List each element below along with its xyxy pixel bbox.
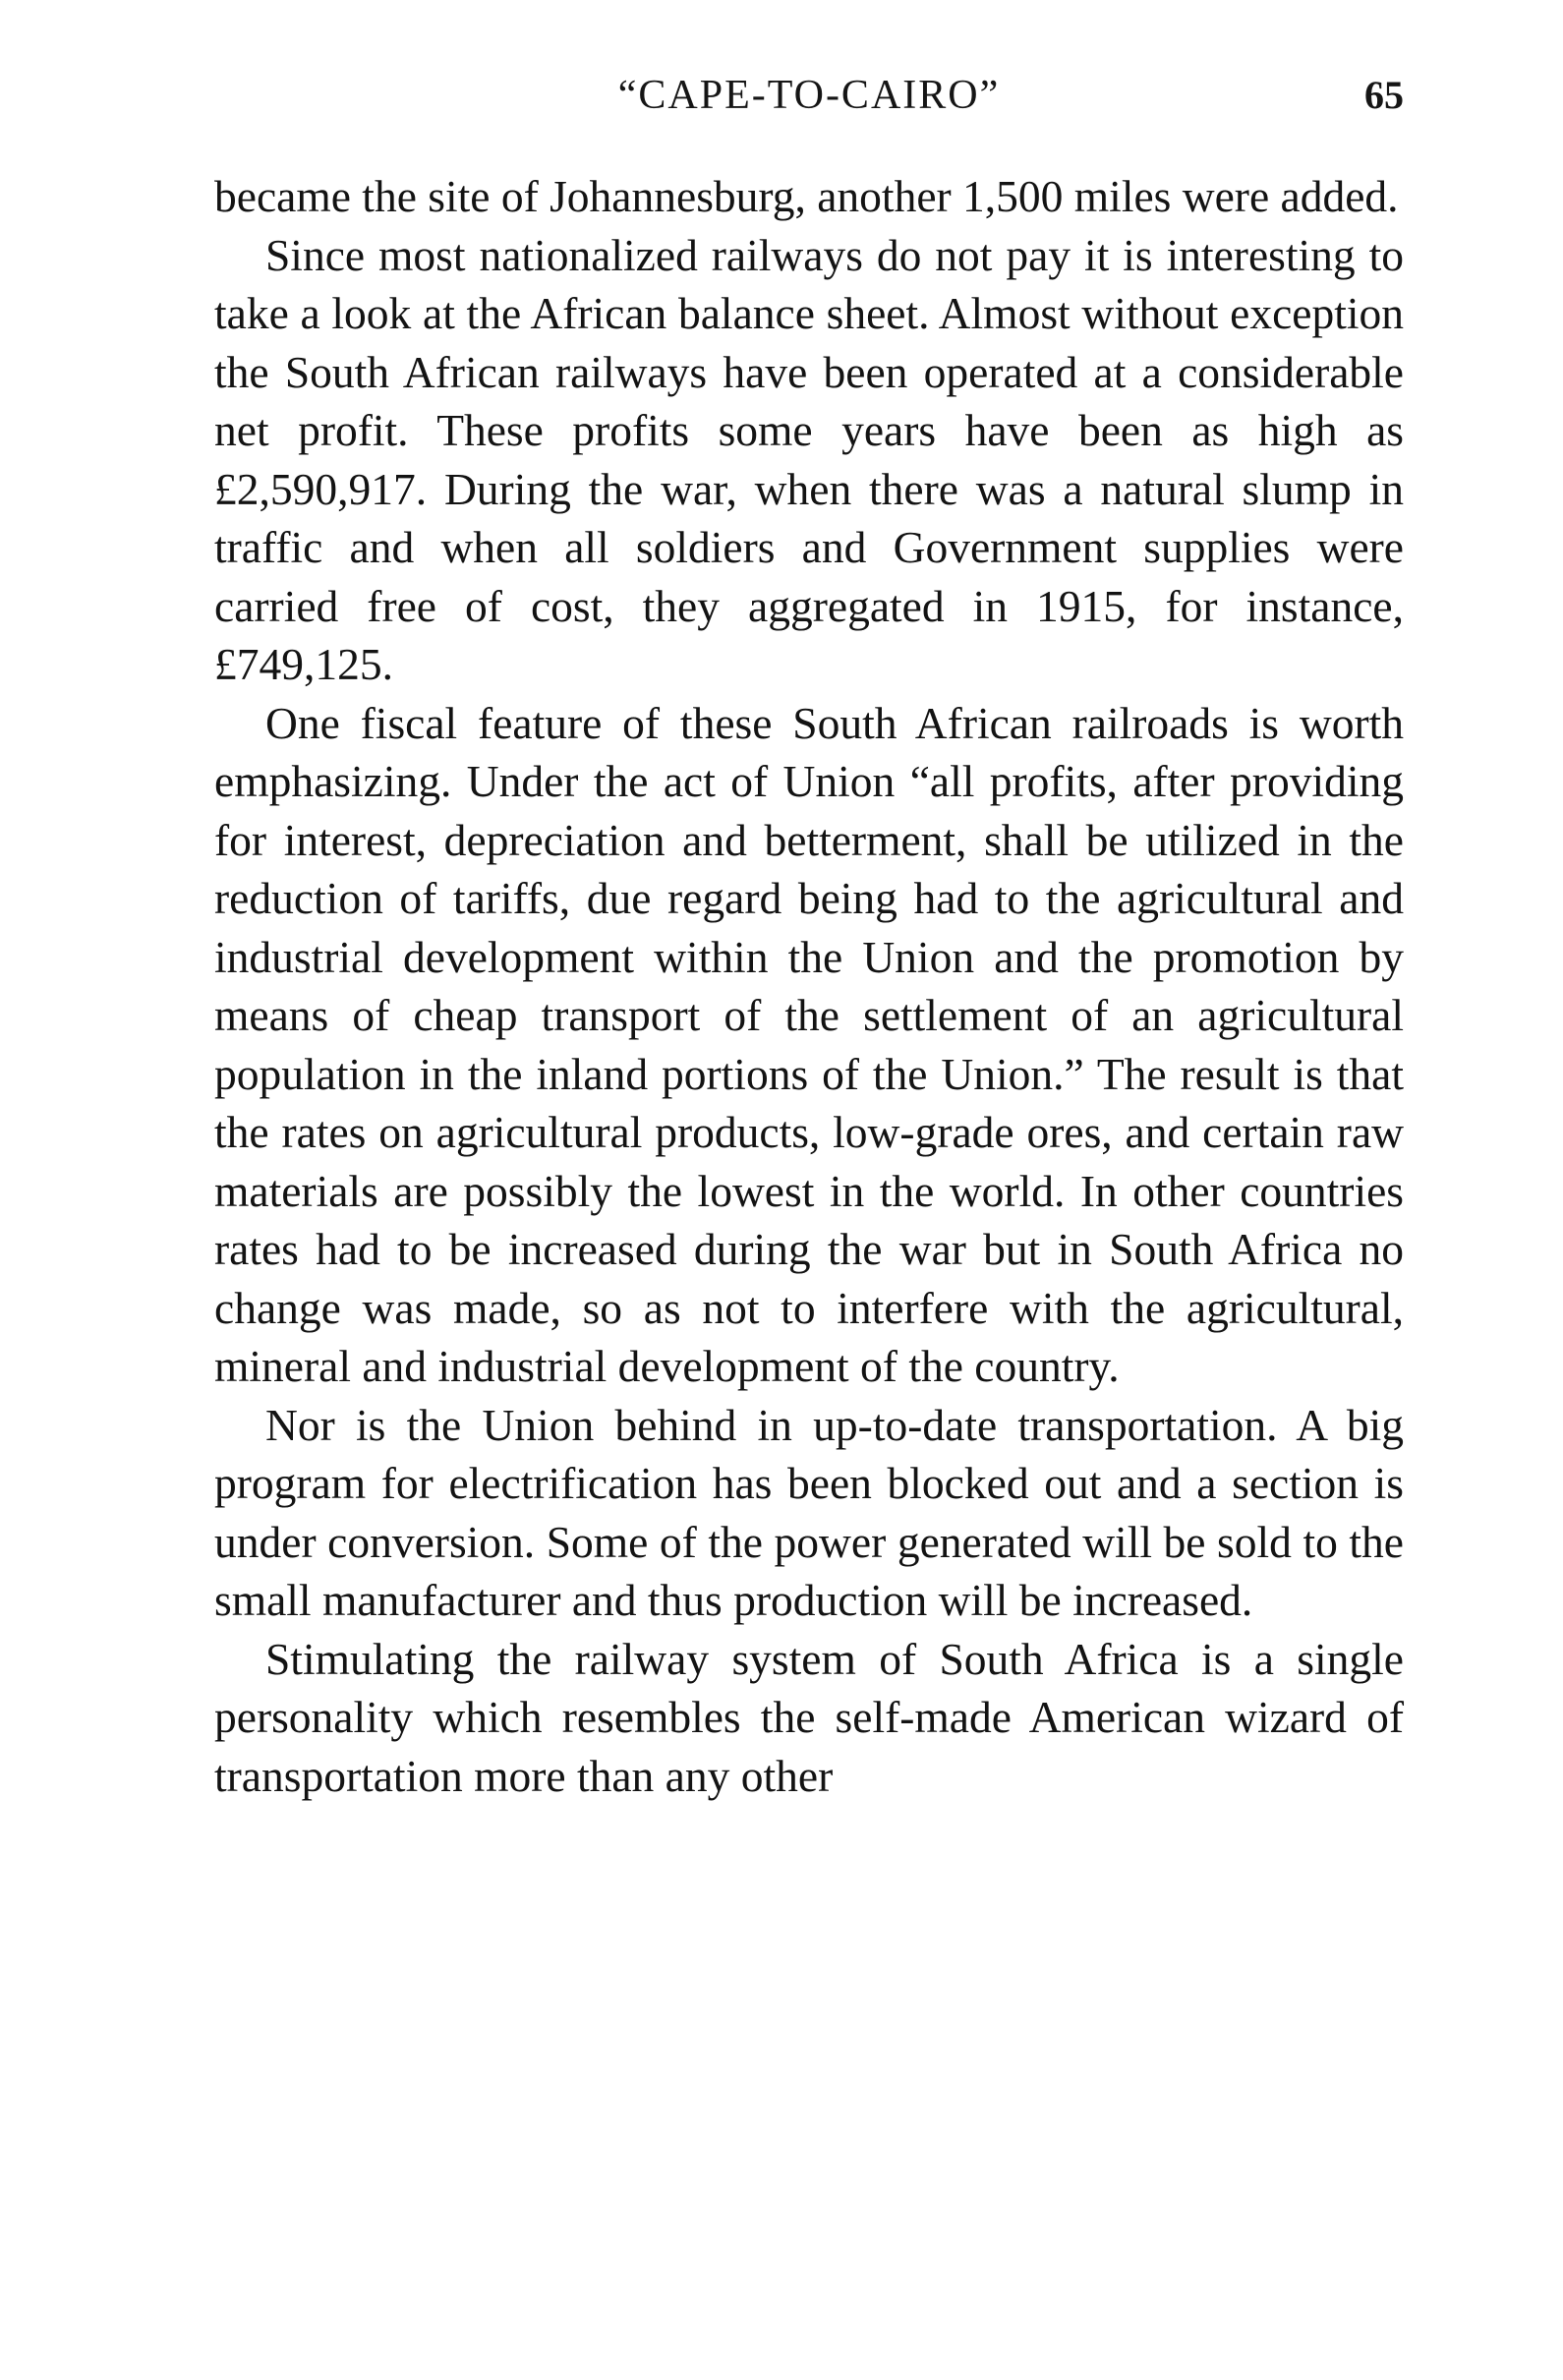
paragraph-personality: Stimulating the railway system of South Africa is a single personality which resembles the self-made American wizard of transportation more than any other (214, 1633, 1404, 1801)
paragraph-continuation: became the site of Johannesburg, another 1,500 miles were added. (214, 171, 1399, 221)
running-head (214, 61, 1404, 130)
paragraph-fiscal-feature: One fiscal feature of these South African railroads is worth emphasizing. Under the act of Union “all profits, after providing for interest, depreciation and betterment, shall be utilized in the reduction of tariffs, due regard being had to the agricultural and industrial development within the Union and the promotion by means of cheap transport of the settlement of an agricultural population in the inland portions of the Union.” The result is that the rates on agricultural products, low-grade ores, and certain raw materials are possibly the lowest in the world. In other countries rates had to be increased during the war but in South Africa no change was made, so as not to interfere with the agricultural, mineral and industrial development of the country. (214, 697, 1404, 1391)
paragraph-balance-sheet: Since most nationalized railways do not pay it is interesting to take a look at the African balance sheet. Almost without exception the South African railways have been operated at a considerable net profit. These profits some years have been as high as £2,590,917. During the war, when there was a natural slump in traffic and when all soldiers and Government supplies were carried free of cost, they aggregated in 1915, for instance, £749,125. (214, 229, 1404, 689)
paragraph-electrification: Nor is the Union behind in up-to-date transportation. A big program for electrification has been blocked out and a section is under conversion. Some of the power generated will be sold to the small manufacturer and thus production will be increased. (214, 1399, 1404, 1625)
running-title: “CAPE-TO-CAIRO” (617, 73, 1001, 118)
page-number: 65 (1364, 73, 1404, 117)
body-text (214, 167, 1404, 1805)
